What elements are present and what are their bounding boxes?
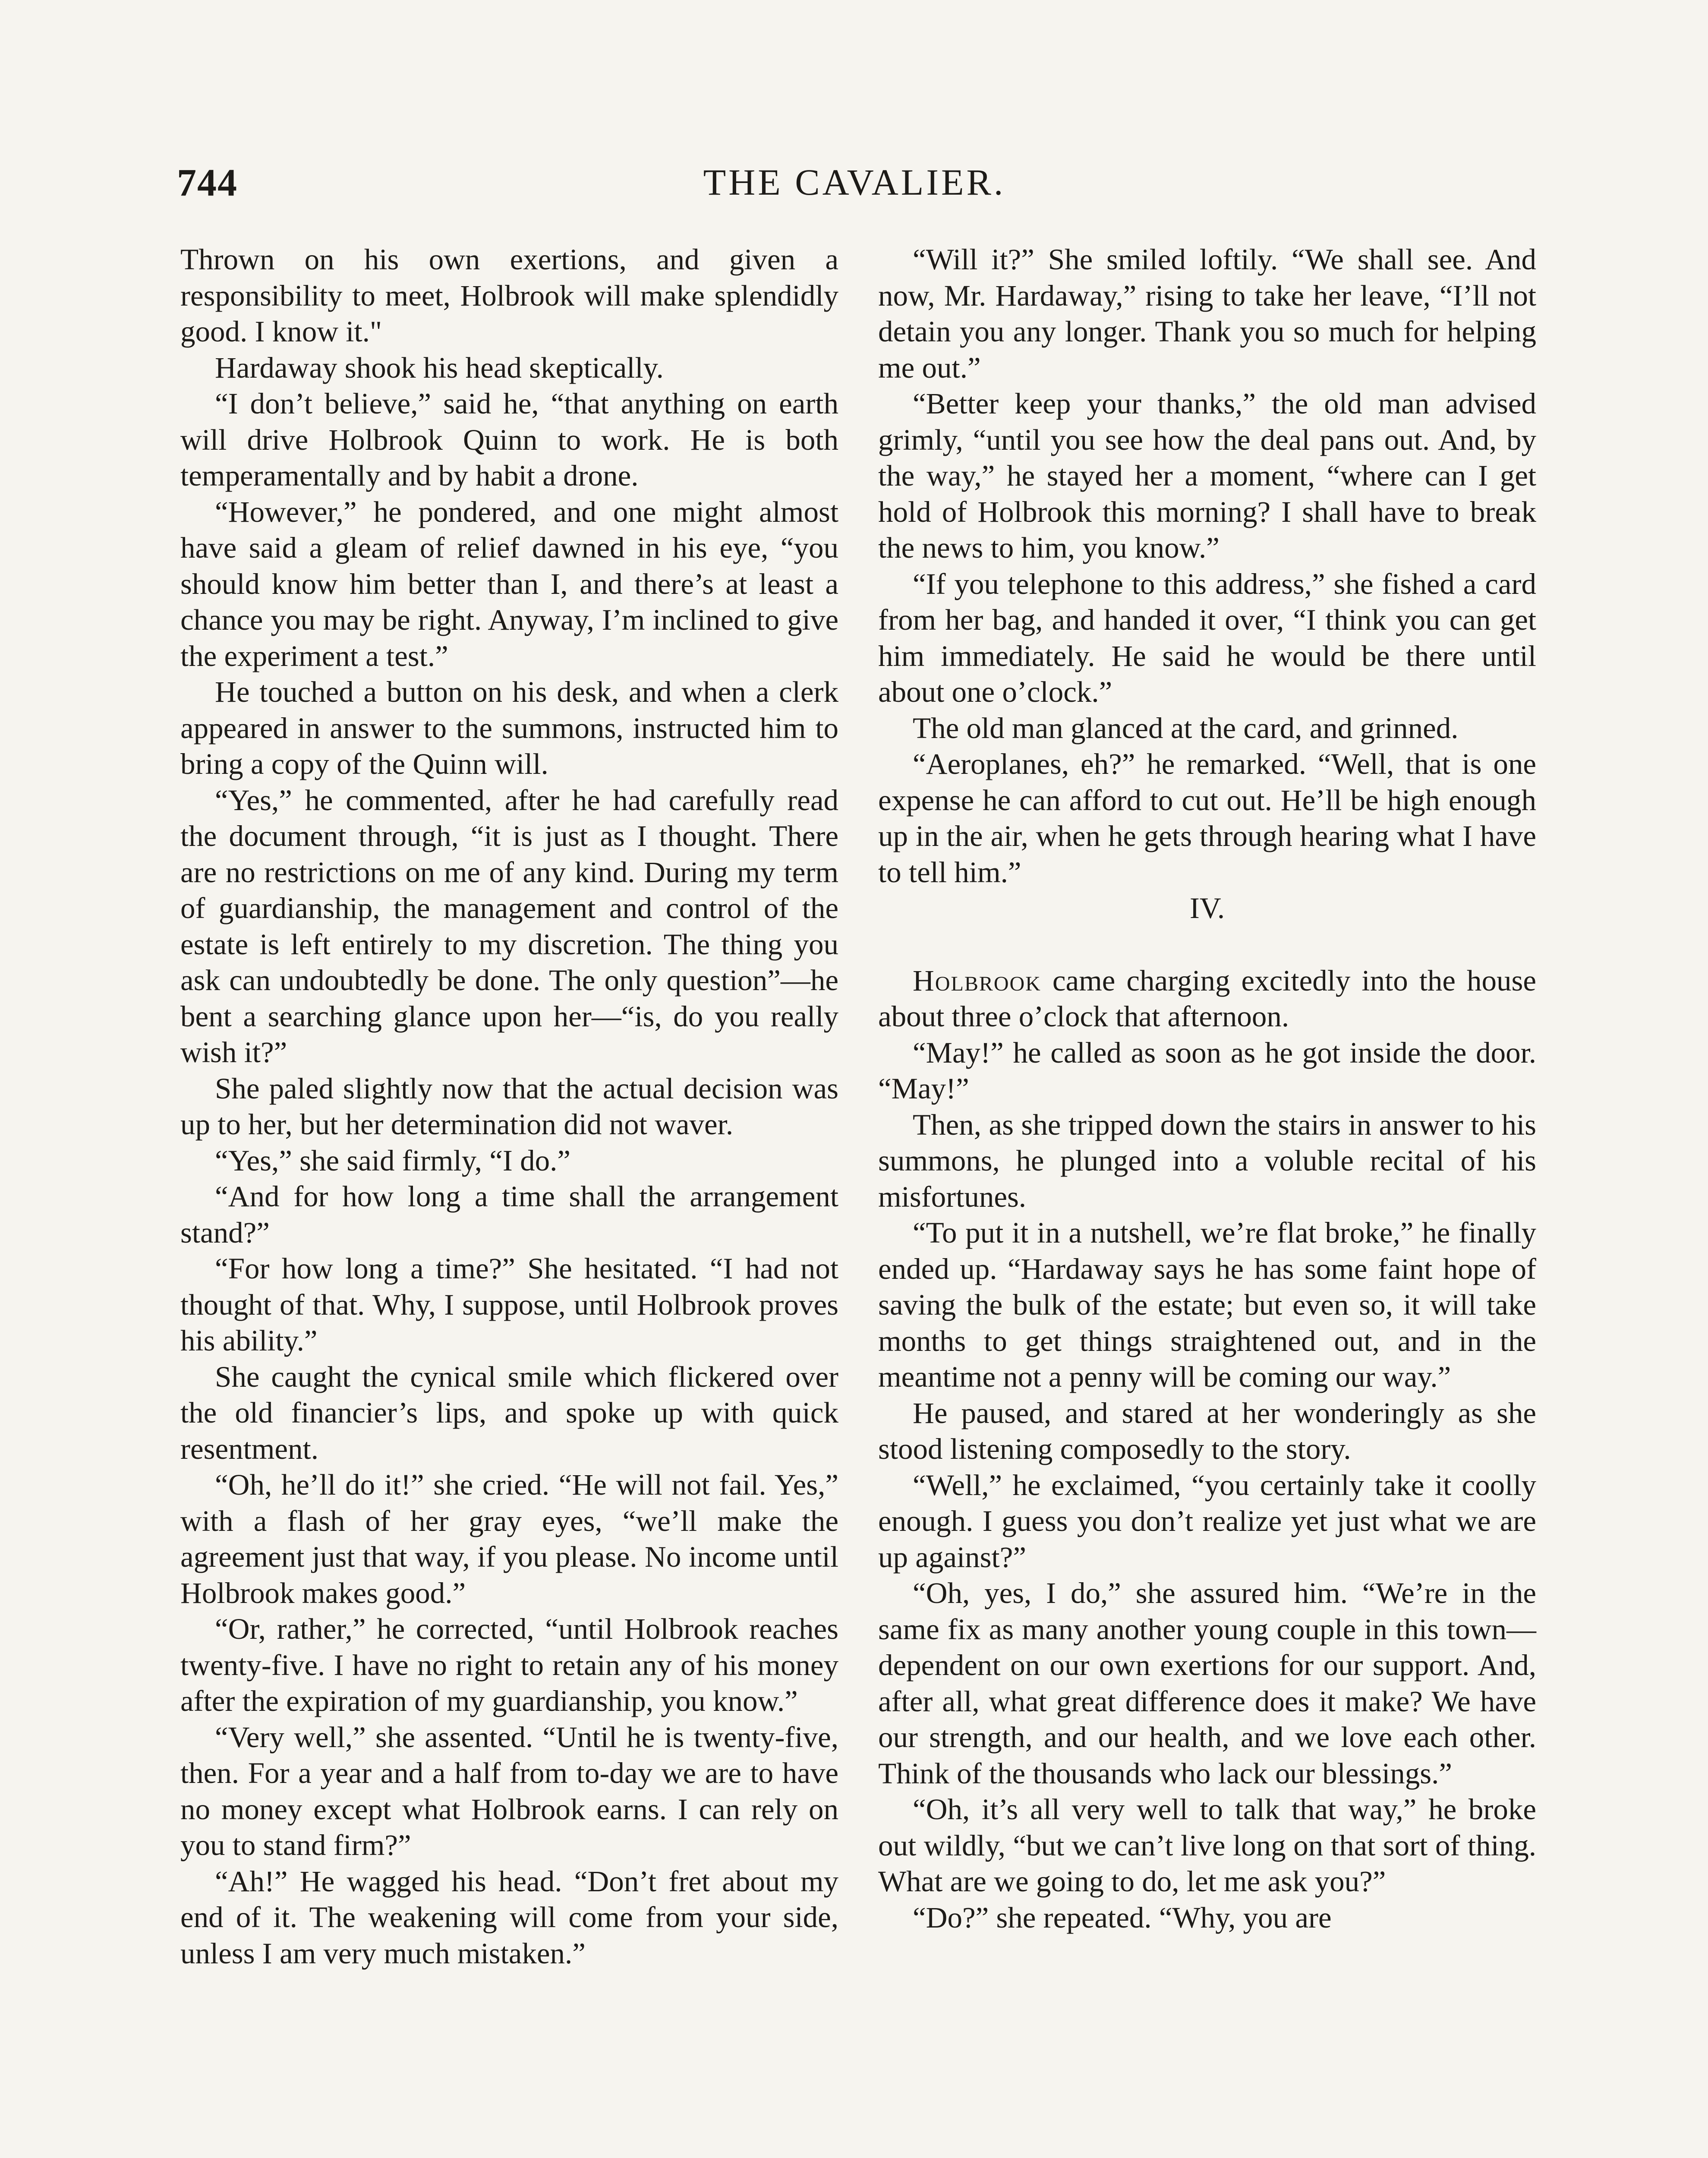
paragraph: Thrown on his own exertions, and given a responsibility to meet, Holbrook will make splendidly good. I know it." bbox=[180, 243, 838, 348]
page-header bbox=[177, 161, 1532, 217]
paragraph: “Yes,” he commented, after he had carefully read the document through, “it is just as I thought. There are no restrictions on me of any kind. During my term of guardianship, the management and control of the estate is left entirely to my discretion. The thing you ask can undoubtedly be done. The only question”—he bent a searching glance upon her—“is, do you really wish it?” bbox=[180, 783, 838, 1069]
section-lead-paragraph bbox=[878, 963, 1536, 1035]
paragraph: “I don’t believe,” said he, “that anything on earth will drive Holbrook Quinn to work. He is both temperamentally and by habit a drone. bbox=[180, 387, 838, 492]
paragraph: “Ah!” He wagged his head. “Don’t fret about my end of it. The weakening will come from your side, unless I am very much mistaken.” bbox=[180, 1865, 838, 1970]
paragraph: “For how long a time?” She hesitated. “I had not thought of that. Why, I suppose, until Holbrook proves his ability.” bbox=[180, 1252, 838, 1357]
paragraph: “Oh, it’s all very well to talk that way,” he broke out wildly, “but we can’t live long on that sort of thing. What are we going to do, let me ask you?” bbox=[878, 1793, 1536, 1898]
section-lead-text: came charging excitedly into the house about three o’clock that afternoon. bbox=[878, 964, 1536, 1033]
paragraph: “Very well,” she assented. “Until he is twenty-five, then. For a year and a half from to-day we are to have no money except what Holbrook earns. I can rely on you to stand firm?” bbox=[180, 1720, 838, 1861]
paragraph: He paused, and stared at her wonderingly as she stood listening composedly to the story. bbox=[878, 1396, 1536, 1465]
paragraph: Then, as she tripped down the stairs in answer to his summons, he plunged into a voluble recital of his misfortunes. bbox=[878, 1108, 1536, 1213]
paragraph: “Aeroplanes, eh?” he remarked. “Well, that is one expense he can afford to cut out. He’ll be high enough up in the air, when he gets through hearing what I have to tell him.” bbox=[878, 748, 1536, 889]
paragraph: She caught the cynical smile which flickered over the old financier’s lips, and spoke up with quick resentment. bbox=[180, 1360, 838, 1465]
paragraph: Hardaway shook his head skeptically. bbox=[215, 351, 664, 384]
paragraph: “Well,” he exclaimed, “you certainly take it coolly enough. I guess you don’t realize yet just what we are up against?” bbox=[878, 1468, 1536, 1574]
left-column bbox=[180, 242, 838, 1972]
paragraph: “Better keep your thanks,” the old man advised grimly, “until you see how the deal pans out. And, by the way,” he stayed her a moment, “where can I get hold of Holbrook this morning? I shall have to break the news to him, you know.” bbox=[878, 387, 1536, 564]
paragraph: “Yes,” she said firmly, “I do.” bbox=[215, 1144, 570, 1177]
page-number: 744 bbox=[177, 161, 238, 204]
section-heading: IV. bbox=[1189, 892, 1225, 924]
right-column bbox=[878, 242, 1536, 1936]
running-title: THE CAVALIER. bbox=[703, 161, 1006, 203]
paragraph: “Oh, yes, I do,” she assured him. “We’re in the same fix as many another young couple in this town—dependent on our own exertions for our support. And, after all, what great difference does it make? We have our strength, and our health, and we love each other. Think of the thousands who lack our blessings.” bbox=[878, 1577, 1536, 1790]
paragraph: “Do?” she repeated. “Why, you are bbox=[913, 1901, 1332, 1934]
paragraph: “Will it?” She smiled loftily. “We shall see. And now, Mr. Hardaway,” rising to take her leave, “I’ll not detain you any longer. Thank you so much for helping me out.” bbox=[878, 243, 1536, 384]
paragraph: The old man glanced at the card, and grinned. bbox=[913, 711, 1459, 745]
section-lead-smallcaps: Holbrook bbox=[913, 964, 1041, 997]
paragraph: He touched a button on his desk, and when a clerk appeared in answer to the summons, instructed him to bring a copy of the Quinn will. bbox=[180, 675, 838, 780]
paragraph: “Oh, he’ll do it!” she cried. “He will not fail. Yes,” with a flash of her gray eyes, “we’ll make the agreement just that way, if you please. No income until Holbrook makes good.” bbox=[180, 1468, 838, 1609]
paragraph: “And for how long a time shall the arrangement stand?” bbox=[180, 1180, 838, 1249]
paragraph: “May!” he called as soon as he got inside the door. “May!” bbox=[878, 1036, 1536, 1105]
paragraph: “Or, rather,” he corrected, “until Holbrook reaches twenty-five. I have no right to retain any of his money after the expiration of my guardianship, you know.” bbox=[180, 1612, 838, 1717]
paragraph: “However,” he pondered, and one might almost have said a gleam of relief dawned in his eye, “you should know him better than I, and there’s at least a chance you may be right. Anyway, I’m inclined to give the experiment a test.” bbox=[180, 495, 838, 672]
paragraph: “To put it in a nutshell, we’re flat broke,” he finally ended up. “Hardaway says he has some faint hope of saving the bulk of the estate; but even so, it will take months to get things straightened out, and in the meantime not a penny will be coming our way.” bbox=[878, 1216, 1536, 1393]
paragraph: “If you telephone to this address,” she fished a card from her bag, and handed it over, “I think you can get him immediately. He said he would be there until about one o’clock.” bbox=[878, 567, 1536, 708]
paragraph: She paled slightly now that the actual decision was up to her, but her determination did not waver. bbox=[180, 1072, 838, 1141]
